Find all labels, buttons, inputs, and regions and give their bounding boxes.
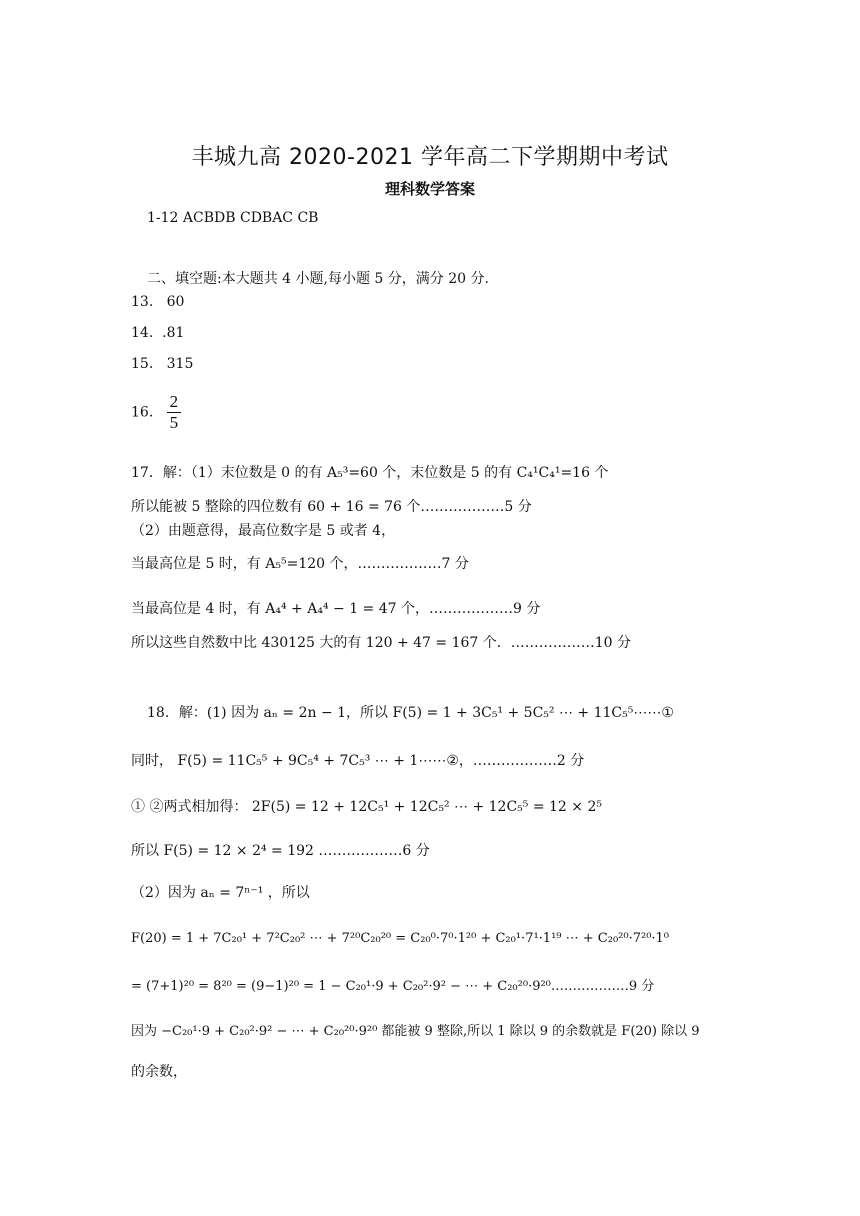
fraction-numerator: 2 [167,392,182,413]
fill-section-header: 二、填空题:本大题共 4 小题,每小题 5 分，满分 20 分. [147,271,489,287]
q17-line-6: 所以这些自然数中比 430125 大的有 120 + 47 = 167 个．………………10 分 [131,635,632,651]
choice-answers: 1-12 ACBDB CDBAC CB [147,210,319,226]
page-subtitle: 理科数学答案 [384,180,475,198]
fill-answer: .81 [162,325,185,341]
fill-answer: 60 [166,294,185,310]
q18-line-3: ① ②两式相加得： 2F(5) = 12 + 12C₅¹ + 12C₅² ⋯ + 12C₅⁵ = 12 × 2⁵ [131,799,602,815]
fill-num: 14. [131,325,154,341]
q18-line-8: 因为 −C₂₀¹·9 + C₂₀²·9² − ⋯ + C₂₀²⁰·9²⁰ 都能被 9 整除,所以 1 除以 9 的余数就是 F(20) 除以 9 [131,1024,700,1039]
q18-line-2: 同时， F(5) = 11C₅⁵ + 9C₅⁴ + 7C₅³ ⋯ + 1⋯⋯②，………………2 分 [131,753,585,769]
fraction-denominator: 5 [169,413,179,432]
fill-num: 16. [131,404,154,421]
q18-line-1: 18．解：(1) 因为 aₙ = 2n − 1，所以 F(5) = 1 + 3C₅¹ + 5C₅² ⋯ + 11C₅⁵⋯⋯① [147,705,674,721]
fill-item-13 [131,294,184,310]
fill-answer: 315 [166,356,194,372]
fill-item-16 [131,392,181,433]
q18-line-6: F(20) = 1 + 7C₂₀¹ + 7²C₂₀² ⋯ + 7²⁰C₂₀²⁰ = C₂₀⁰·7⁰·1²⁰ + C₂₀¹·7¹·1¹⁹ ⋯ + C₂₀²⁰·7²⁰·1⁰ [131,931,670,946]
q18-line-5: （2）因为 aₙ = 7ⁿ⁻¹ ，所以 [131,885,310,901]
q17-line-2: 所以能被 5 整除的四位数有 60 + 16 = 76 个………………5 分 [131,499,532,515]
q17-line-5: 当最高位是 4 时，有 A₄⁴ + A₄⁴ − 1 = 47 个，………………9 分 [131,601,541,617]
q18-line-7: = (7+1)²⁰ = 8²⁰ = (9−1)²⁰ = 1 − C₂₀¹·9 + C₂₀²·9² − ⋯ + C₂₀²⁰·9²⁰………………9 分 [131,979,655,994]
q18-line-4: 所以 F(5) = 12 × 2⁴ = 192 ………………6 分 [131,843,430,859]
q17-line-1: 17．解：（1）末位数是 0 的有 A₅³=60 个，末位数是 5 的有 C₄¹C₄¹=16 个 [131,465,609,481]
fill-num: 13. [131,294,154,310]
q18-line-9: 的余数， [131,1064,187,1080]
fill-num: 15. [131,356,154,372]
fill-item-14 [131,325,184,341]
fill-item-15 [131,356,193,372]
fraction-answer [167,392,182,433]
page-title: 丰城九高 2020-2021 学年高二下学期期中考试 [191,145,669,170]
q17-line-4: 当最高位是 5 时，有 A₅⁵=120 个，………………7 分 [131,556,469,572]
q17-line-3: （2）由题意得，最高位数字是 5 或者 4， [131,523,396,539]
